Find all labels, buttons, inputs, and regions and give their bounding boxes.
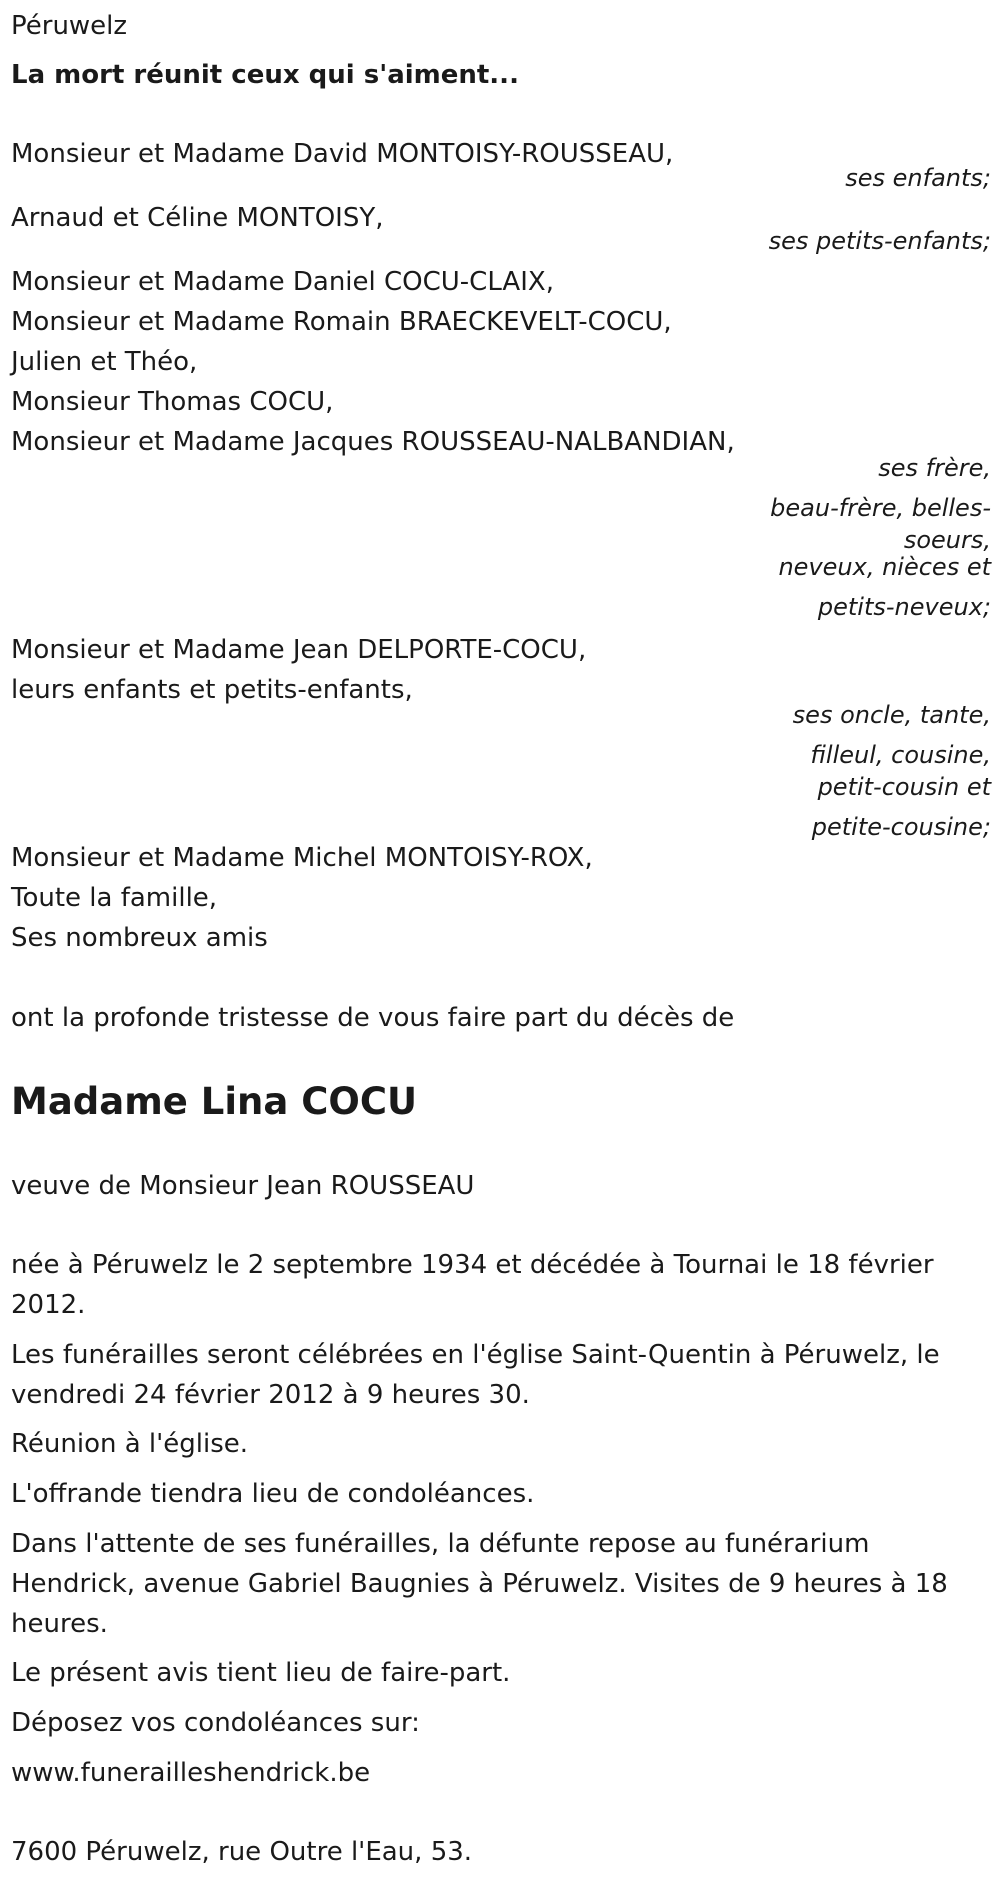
relationship-label: ses frère, beau-frère, belles- soeurs, neveux, nièces et petits-neveux; <box>770 454 991 621</box>
family-line: leurs enfants et petits-enfants, <box>11 675 413 705</box>
family-line: Julien et Théo, <box>11 347 198 377</box>
family-line: Monsieur Thomas COCU, <box>11 387 334 417</box>
location-label: Péruwelz <box>11 11 128 41</box>
family-line: Arnaud et Céline MONTOISY, <box>11 203 384 233</box>
condolences-label: Déposez vos condoléances sur: <box>11 1708 420 1738</box>
family-line: Toute la famille, <box>11 883 218 913</box>
family-line: Monsieur et Madame Jean DELPORTE-COCU, <box>11 635 587 665</box>
address-text: 7600 Péruwelz, rue Outre l'Eau, 53. <box>11 1837 473 1867</box>
offering-text: L'offrande tiendra lieu de condoléances. <box>11 1479 535 1509</box>
website-link[interactable]: www.funerailleshendrick.be <box>11 1758 371 1788</box>
family-line: Monsieur et Madame Romain BRAECKEVELT-COCU, <box>11 307 672 337</box>
rest-text: Dans l'attente de ses funérailles, la défunte repose au funérarium Hendrick, avenue Gabriel Baugnies à Péruwelz. Visites de 9 heures à 18 heures. <box>11 1529 948 1639</box>
relationship-label: ses petits-enfants; <box>768 227 991 255</box>
family-line: Monsieur et Madame Jacques ROUSSEAU-NALBANDIAN, <box>11 427 735 457</box>
relationship-label: ses oncle, tante, filleul, cousine, petit-cousin et petite-cousine; <box>792 701 991 841</box>
family-line: Ses nombreux amis <box>11 923 268 953</box>
announcement-text: ont la profonde tristesse de vous faire part du décès de <box>11 1003 735 1033</box>
quote-heading: La mort réunit ceux qui s'aiment... <box>11 60 519 90</box>
family-line: Monsieur et Madame Daniel COCU-CLAIX, <box>11 267 554 297</box>
meeting-text: Réunion à l'église. <box>11 1429 249 1459</box>
deceased-name: Madame Lina COCU <box>11 1080 418 1123</box>
notice-text: Le présent avis tient lieu de faire-part. <box>11 1658 511 1688</box>
funeral-text: Les funérailles seront célébrées en l'église Saint-Quentin à Péruwelz, le vendredi 24 février 2012 à 9 heures 30. <box>11 1340 940 1410</box>
relationship-label: ses enfants; <box>845 164 991 192</box>
family-line: Monsieur et Madame Michel MONTOISY-ROX, <box>11 843 593 873</box>
birth-death-text: née à Péruwelz le 2 septembre 1934 et décédée à Tournai le 18 février 2012. <box>11 1250 934 1320</box>
family-line: Monsieur et Madame David MONTOISY-ROUSSEAU, <box>11 139 674 169</box>
website-paragraph <box>11 1753 971 1793</box>
widow-of-text: veuve de Monsieur Jean ROUSSEAU <box>11 1171 475 1201</box>
